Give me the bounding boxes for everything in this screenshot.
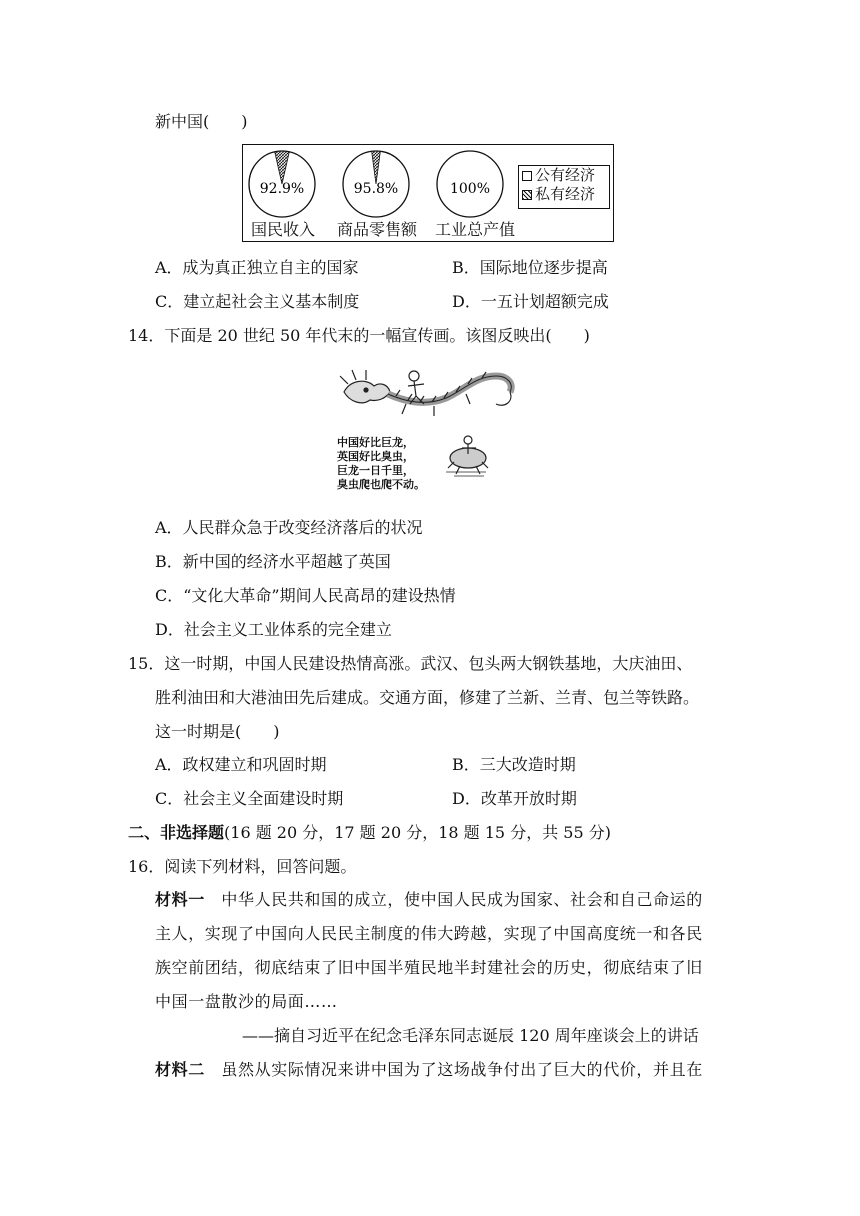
q15-option-a: A．政权建立和巩固时期 [155, 755, 327, 774]
q15-stem-line: 15．这一时期，中国人民建设热情高涨。武汉、包头两大钢铁基地，大庆油田、 [128, 654, 693, 673]
q14-option-d: D．社会主义工业体系的完全建立 [155, 620, 392, 639]
q13-option-a: A．成为真正独立自主的国家 [155, 258, 359, 277]
pie-value-label: 100% [449, 181, 491, 197]
pie-caption: 商品零售额 [337, 220, 418, 239]
poster-line: 中国好比巨龙， [337, 436, 414, 449]
q15-option-d: D．改革开放时期 [452, 789, 577, 808]
material1-line: 材料一 中华人民共和国的成立，使中国人民成为国家、社会和自己命运的 [155, 890, 703, 909]
material2-line: 材料二 虽然从实际情况来讲中国为了这场战争付出了巨大的代价，并且在 [155, 1060, 703, 1079]
q14-option-c: C．“文化大革命”期间人民高昂的建设热情 [155, 586, 456, 605]
q16-stem: 16．阅读下列材料，回答问题。 [128, 857, 357, 876]
q13-option-c: C．建立起社会主义基本制度 [155, 292, 360, 311]
pie-legend [518, 165, 610, 209]
q13-stem-tail: 新中国( ) [155, 112, 248, 131]
material2-label: 材料二 [155, 1060, 205, 1079]
pie-national-income [247, 149, 317, 219]
q14-stem: 14．下面是 20 世纪 50 年代末的一幅宣传画。该图反映出( ) [128, 326, 590, 345]
q15-option-b: B．三大改造时期 [452, 755, 576, 774]
pie-value-label: 92.9% [259, 181, 305, 197]
q14-option-a: A．人民群众急于改变经济落后的状况 [155, 518, 423, 537]
q13-option-b: B．国际地位逐步提高 [452, 258, 608, 277]
q15-option-c: C．社会主义全面建设时期 [155, 789, 344, 808]
poster-line: 英国好比臭虫， [337, 450, 414, 463]
ownership-pie-figure [242, 144, 614, 242]
poster-caption [337, 436, 425, 492]
material1-source: ——摘自习近平在纪念毛泽东同志诞辰 120 周年座谈会上的讲话 [242, 1026, 699, 1045]
material1-line: 族空前团结，彻底结束了旧中国半殖民地半封建社会的历史，彻底结束了旧 [155, 958, 703, 977]
q13-option-d: D．一五计划超额完成 [452, 292, 609, 311]
legend-swatch-hatched [522, 190, 532, 200]
section-2-heading [128, 823, 611, 843]
pie-value-label: 95.8% [353, 181, 399, 197]
pie-industrial-output [435, 149, 505, 219]
pie-caption: 国民收入 [251, 220, 316, 239]
q15-stem-line: 胜利油田和大港油田先后建成。交通方面，修建了兰新、兰青、包兰等铁路。 [155, 688, 700, 707]
poster-line: 臭虫爬也爬不动。 [337, 478, 425, 491]
q15-stem-line: 这一时期是( ) [155, 722, 280, 741]
poster-line: 巨龙一日千里， [337, 464, 414, 477]
section-2-scoring: (16 题 20 分，17 题 20 分，18 题 15 分，共 55 分) [224, 823, 611, 842]
section-2-title: 二、非选择题 [128, 823, 225, 842]
legend-item-private: 私有经济 [519, 185, 609, 204]
q14-option-b: B．新中国的经济水平超越了英国 [155, 552, 391, 571]
legend-swatch-blank [522, 171, 532, 181]
pie-retail-sales [341, 149, 411, 219]
legend-item-public: 公有经济 [519, 166, 609, 185]
pie-caption: 工业总产值 [435, 220, 516, 239]
material1-line: 主人，实现了中国向人民民主制度的伟大跨越，实现了中国高度统一和各民 [155, 924, 703, 943]
material1-line: 中国一盘散沙的局面…… [155, 992, 338, 1011]
material1-label: 材料一 [155, 890, 205, 909]
